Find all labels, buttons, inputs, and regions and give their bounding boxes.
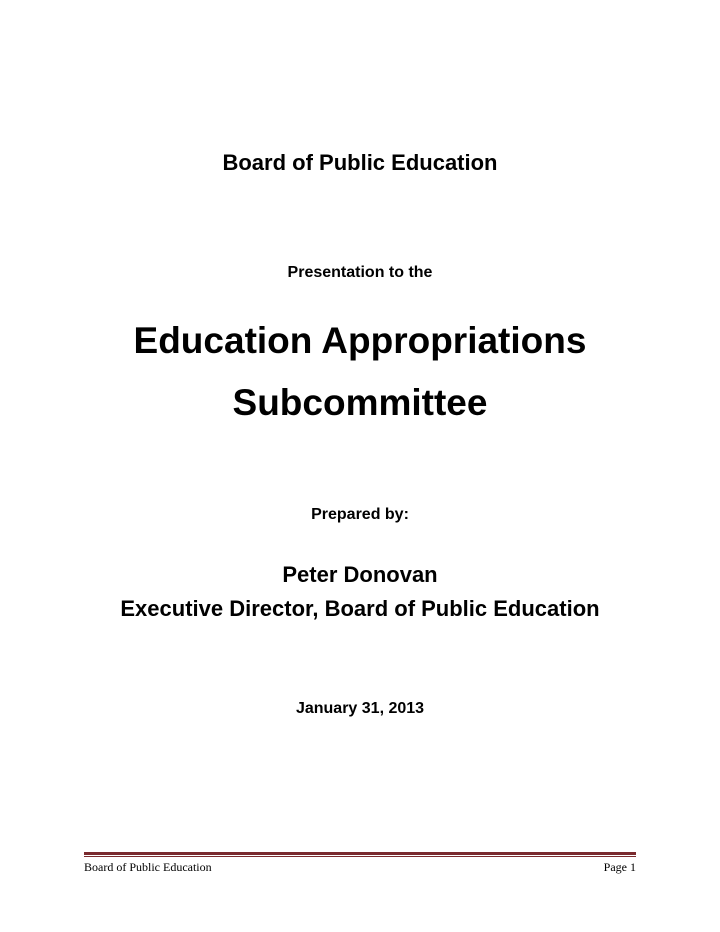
footer-page-number: Page 1: [603, 860, 636, 874]
prepared-by-label: Prepared by:: [311, 506, 409, 523]
presentation-date: January 31, 2013: [295, 700, 425, 717]
footer-divider-thin: [84, 856, 636, 857]
footer-org-name: Board of Public Education: [84, 860, 212, 874]
presentation-to-label: Presentation to the: [287, 264, 433, 281]
footer-divider-thick: [84, 852, 636, 855]
subject-title-line-2: Subcommittee: [232, 382, 488, 423]
presenter-title: Executive Director, Board of Public Education: [120, 596, 600, 621]
subject-title-line-1: Education Appropriations: [133, 320, 587, 361]
org-title: Board of Public Education: [222, 150, 498, 175]
presenter-name: Peter Donovan: [282, 562, 438, 587]
